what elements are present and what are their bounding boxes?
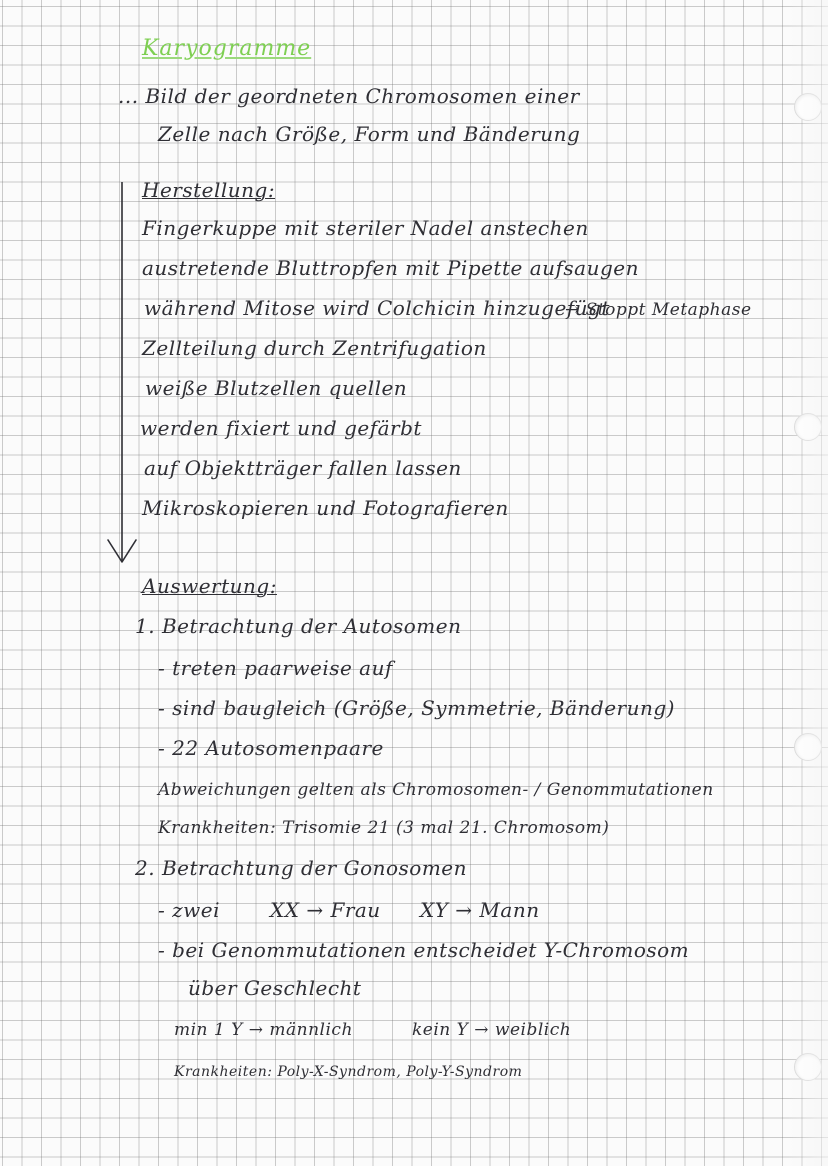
punch-hole bbox=[794, 733, 822, 761]
step-8: Mikroskopieren und Fotografieren bbox=[142, 496, 509, 520]
page-title: Karyogramme bbox=[142, 36, 312, 61]
gonosomen-frau: XX → Frau bbox=[270, 898, 381, 922]
step-4: Zellteilung durch Zentrifugation bbox=[142, 336, 487, 360]
gonosomen-mann: XY → Mann bbox=[420, 898, 540, 922]
step-5: weiße Blutzellen quellen bbox=[145, 376, 408, 400]
punch-hole bbox=[794, 413, 822, 441]
punch-hole bbox=[794, 1053, 822, 1081]
autosomen-point-1: - treten paarweise auf bbox=[158, 656, 393, 680]
definition-line-2: Zelle nach Größe, Form und Bänderung bbox=[158, 122, 581, 146]
step-1: Fingerkuppe mit steriler Nadel anstechen bbox=[142, 216, 589, 240]
gonosomen-title: 2. Betrachtung der Gonosomen bbox=[135, 856, 468, 880]
gonosomen-point-2: - bei Genommutationen entscheidet Y-Chromosom bbox=[158, 938, 690, 962]
step-6: werden fixiert und gefärbt bbox=[140, 416, 422, 440]
process-arrow-icon bbox=[104, 182, 140, 567]
abweichungen-note: Abweichungen gelten als Chromosomen- / Genommutationen bbox=[158, 780, 714, 800]
autosomen-point-3: - 22 Autosomenpaare bbox=[158, 736, 384, 760]
step-3: während Mitose wird Colchicin hinzugefügt bbox=[144, 296, 610, 320]
gonosomen-point-1: - zwei bbox=[158, 898, 221, 922]
step-2: austretende Bluttropfen mit Pipette aufsaugen bbox=[142, 256, 639, 280]
definition-line-1: ... Bild der geordneten Chromosomen einer bbox=[118, 84, 580, 108]
herstellung-heading: Herstellung: bbox=[142, 178, 276, 202]
autosomen-point-2: - sind baugleich (Größe, Symmetrie, Bänderung) bbox=[158, 696, 675, 720]
step-7: auf Objektträger fallen lassen bbox=[144, 456, 462, 480]
min-y-note: min 1 Y → männlich bbox=[174, 1020, 353, 1040]
gonosomen-krankheiten: Krankheiten: Poly-X-Syndrom, Poly-Y-Syndrom bbox=[174, 1064, 523, 1080]
punch-hole bbox=[794, 93, 822, 121]
gonosomen-point-2-cont: über Geschlecht bbox=[188, 976, 362, 1000]
kein-y-note: kein Y → weiblich bbox=[412, 1020, 572, 1040]
autosomen-krankheiten: Krankheiten: Trisomie 21 (3 mal 21. Chromosom) bbox=[158, 818, 610, 838]
auswertung-heading: Auswertung: bbox=[142, 574, 277, 598]
step-3-note: → Stoppt Metaphase bbox=[565, 300, 752, 320]
autosomen-title: 1. Betrachtung der Autosomen bbox=[135, 614, 462, 638]
